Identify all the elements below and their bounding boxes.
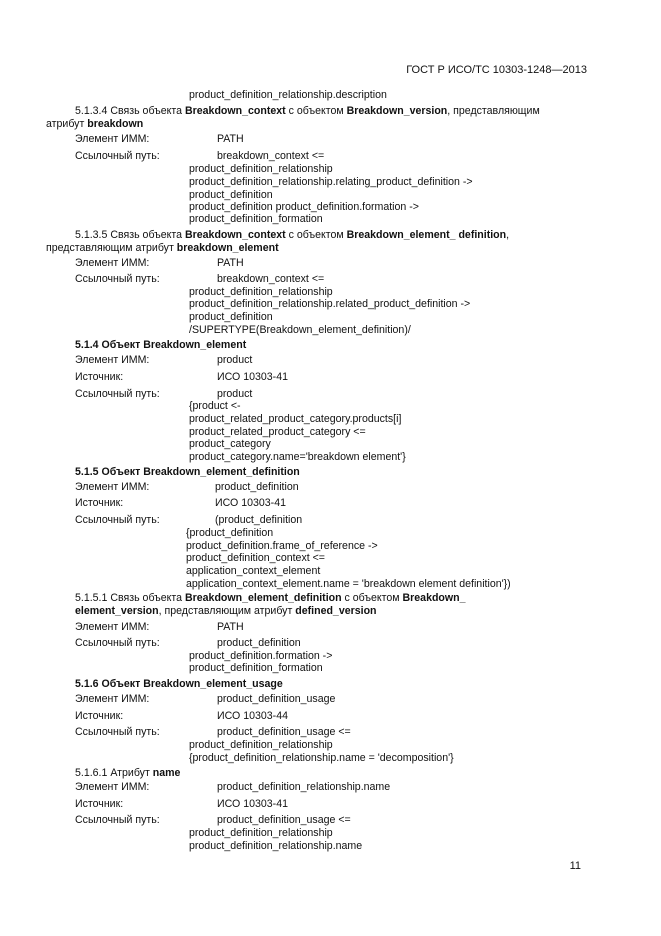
text-line: 5.1.3.5 Связь объекта Breakdown_context с объектом Breakdown_element_ definition,: [75, 229, 510, 241]
text-line: product_category: [189, 438, 271, 450]
text-line: Элемент ИММ:: [75, 354, 150, 366]
text-line: product_definition_relationship.related_product_definition ->: [189, 298, 471, 310]
text-line: product_definition_relationship: [189, 286, 333, 298]
text-line: product_definition_formation: [189, 213, 323, 225]
text-line: product: [217, 388, 253, 400]
text-line: 5.1.6.1 Атрибут name: [75, 767, 181, 779]
text-line: ИСО 10303-44: [217, 710, 288, 722]
text-line: Источник:: [75, 371, 124, 383]
text-line: Источник:: [75, 497, 124, 509]
text-line: ИСО 10303-41: [217, 371, 288, 383]
text-line: {product_definition_relationship.name = 'decomposition'}: [189, 752, 454, 764]
text-line: Ссылочный путь:: [75, 514, 160, 526]
text-line: product_definition_relationship.name: [217, 781, 391, 793]
text-line: 5.1.5.1 Связь объекта Breakdown_element_definition с объектом Breakdown_: [75, 592, 466, 604]
text-line: product_definition_relationship.name: [189, 840, 363, 852]
text-line: product_definition.formation ->: [189, 650, 333, 662]
text-line: product_definition_context <=: [186, 552, 325, 564]
text-line: Элемент ИММ:: [75, 257, 150, 269]
text-line: Ссылочный путь:: [75, 814, 160, 826]
text-line: Элемент ИММ:: [75, 693, 150, 705]
text-line: 5.1.4 Объект Breakdown_element: [75, 339, 247, 351]
text-line: представляющим атрибут breakdown_element: [46, 242, 279, 254]
text-line: 5.1.3.4 Связь объекта Breakdown_context с объектом Breakdown_version, представляющим: [75, 105, 540, 117]
text-line: product_related_product_category <=: [189, 426, 366, 438]
text-line: Источник:: [75, 710, 124, 722]
text-line: Ссылочный путь:: [75, 637, 160, 649]
text-line: product_definition: [217, 637, 301, 649]
text-line: 5.1.5 Объект Breakdown_element_definition: [75, 466, 300, 478]
text-line: (product_definition: [215, 514, 303, 526]
text-line: product_related_product_category.products[i]: [189, 413, 402, 425]
text-line: product_definition.frame_of_reference ->: [186, 540, 378, 552]
text-line: application_context_element: [186, 565, 321, 577]
text-line: element_version, представляющим атрибут defined_version: [75, 605, 377, 617]
text-line: application_context_element.name = 'breakdown element definition'}): [186, 578, 511, 590]
text-line: Ссылочный путь:: [75, 273, 160, 285]
text-line: 5.1.6 Объект Breakdown_element_usage: [75, 678, 283, 690]
text-line: product_definition_relationship: [189, 827, 333, 839]
text-line: Элемент ИММ:: [75, 481, 150, 493]
text-line: product_definition_usage <=: [217, 814, 351, 826]
text-line: product_definition: [189, 311, 273, 323]
page-header: ГОСТ Р ИСО/ТС 10303-1248—2013: [406, 64, 587, 76]
text-line: Источник:: [75, 798, 124, 810]
text-line: product_definition_formation: [189, 662, 323, 674]
text-line: product_definition_usage: [217, 693, 336, 705]
text-line: product_definition_relationship.description: [189, 89, 387, 101]
text-line: PATH: [217, 621, 244, 633]
text-line: product_definition_relationship.relating_product_definition ->: [189, 176, 473, 188]
text-line: product_definition product_definition.formation ->: [189, 201, 419, 213]
text-line: Элемент ИММ:: [75, 133, 150, 145]
text-line: Ссылочный путь:: [75, 150, 160, 162]
text-line: breakdown_context <=: [217, 150, 325, 162]
text-line: PATH: [217, 133, 244, 145]
text-line: product_definition: [215, 481, 299, 493]
text-line: ИСО 10303-41: [215, 497, 286, 509]
text-line: /SUPERTYPE(Breakdown_element_definition)/: [189, 324, 411, 336]
text-line: PATH: [217, 257, 244, 269]
text-line: breakdown_context <=: [217, 273, 325, 285]
text-line: {product_definition: [186, 527, 274, 539]
text-line: product_definition: [189, 189, 273, 201]
text-line: product_definition_relationship: [189, 163, 333, 175]
text-line: product: [217, 354, 253, 366]
text-line: ИСО 10303-41: [217, 798, 288, 810]
text-line: Ссылочный путь:: [75, 726, 160, 738]
page-number: 11: [569, 860, 581, 872]
text-line: Ссылочный путь:: [75, 388, 160, 400]
text-line: product_category.name='breakdown element'}: [189, 451, 406, 463]
text-line: product_definition_relationship: [189, 739, 333, 751]
text-line: {product <-: [189, 400, 241, 412]
text-line: атрибут breakdown: [46, 118, 144, 130]
text-line: Элемент ИММ:: [75, 781, 150, 793]
text-line: Элемент ИММ:: [75, 621, 150, 633]
text-line: product_definition_usage <=: [217, 726, 351, 738]
